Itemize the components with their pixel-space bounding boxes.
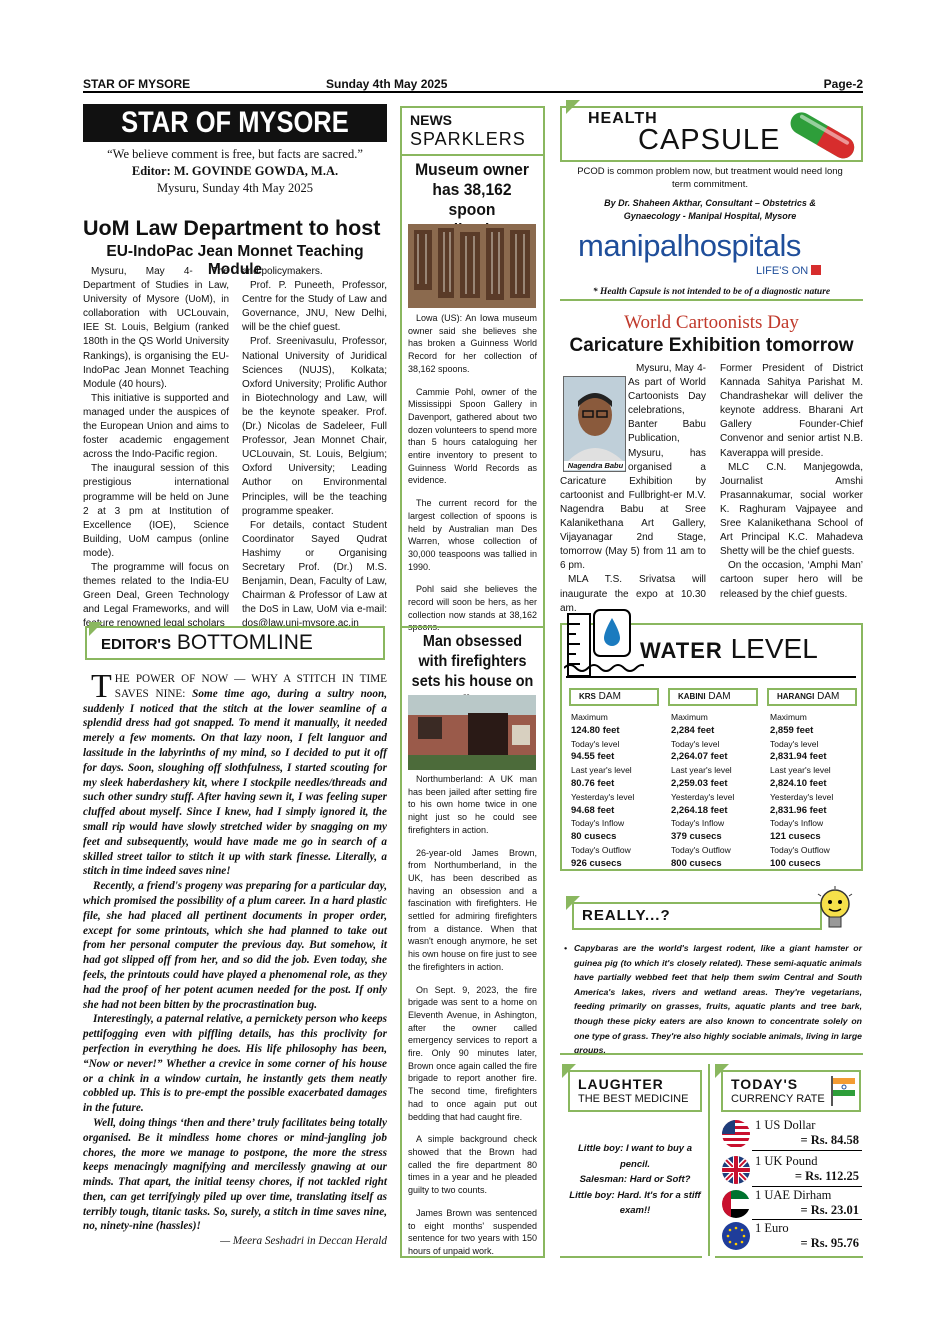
water-wave-line <box>566 676 856 678</box>
header-page-number: Page-2 <box>823 77 863 91</box>
news-para: On Sept. 9, 2023, the fire brigade was sent to a home on Eleventh Avenue, in Ashington, after the owner called emergency services to report a fire. Only 90 minutes later, Brown once again called the fire brigade to report another fire. The second time, firefighters had to once again put out bedding that had caught fire. <box>408 984 537 1122</box>
uom-para: Prof. Sreenivasulu, Professor, National University of Juridical Sciences (NUJS), Kolkata; Oxford University; Prolific Author in Biotechnology and Law, will be the keynote speaker. Prof. (Dr.) Nicolas de Sadeleer, Full Professor, Jean Monnet Chair, UCLouvain, St. Louis, Belgium; Oxford University; Leading Author on Environmental Principles, will be the teaching programme speaker. <box>242 336 387 517</box>
spoon-racks-image <box>408 224 536 308</box>
really-divider <box>560 1053 863 1055</box>
currency-rate-label: CURRENCY RATE <box>731 1093 825 1105</box>
bullet-icon: • <box>564 943 568 953</box>
uae-flag-icon <box>722 1190 750 1218</box>
water-label: WATER <box>640 638 723 663</box>
currency-gbp <box>755 1154 859 1184</box>
uom-para: and policymakers. <box>242 266 323 277</box>
firefighter-story <box>408 773 537 1268</box>
currency-value: = Rs. 84.58 <box>800 1133 859 1147</box>
uom-para: This initiative is supported and managed under the auspices of the European Union and aims to foster academic engagement across the Indo-Pacific region. <box>83 392 229 461</box>
krs-dam-data: Maximum 124.80 feet Today's level 94.55 feet Last year's level 80.76 feet Yesterday's level 94.68 feet Today's Inflow 80 cusecs Today's Outflow 926 cusecs <box>571 712 635 869</box>
sparklers-label: SPARKLERS <box>410 129 526 149</box>
capsule-pill-icon <box>780 108 864 160</box>
museum-story <box>408 312 537 644</box>
editors-bottomline-title <box>85 626 385 660</box>
news-para: James Brown was sentenced to eight months' suspended sentence for two years with 150 hours of unpaid work. <box>408 1207 537 1256</box>
news-para: Pohl said she believes the record will soon be hers, as her collection now stands at 38,162 spoons. <box>408 584 537 633</box>
uom-headline: UoM Law Department to host <box>83 216 381 240</box>
kabini-dam-label: KABINI DAM <box>668 688 758 706</box>
news-sparklers-label <box>400 106 545 156</box>
news-para: A simple background check showed that the Brown had called the fire department 80 times in a year and he pleaded guilty to two counts. <box>408 1134 537 1196</box>
header-paper-name: STAR OF MYSORE <box>83 77 191 91</box>
news-bottom-rule <box>400 1256 545 1258</box>
cartoon-para: MLC C.N. Manjegowda, Journalist Amshi Prasannakumar, social worker K. Raghuram Vajpayee and Sree Kalanikethana School of Art Principal K.C. Mahadeva Shetty will be the chief guests. <box>720 461 863 558</box>
currency-value: = Rs. 112.25 <box>794 1169 859 1183</box>
house-image <box>408 695 536 770</box>
uom-para: The inaugural session of this prestigious international programme will be held on June 2 at 3 pm at Institution of Excellence (IOE), Science Building, UoM campus (online mode). <box>83 463 229 559</box>
water-level-title <box>640 633 818 667</box>
uom-para: Prof. P. Puneeth, Professor, Centre for the Study of Law and Governance, JNU, New Delhi, will be the chief guest. <box>242 280 387 334</box>
cartoon-column-2 <box>720 362 863 602</box>
currency-unit: 1 UK Pound <box>755 1154 818 1168</box>
capsule-label: CAPSULE <box>638 124 781 156</box>
really-text: • Capybaras are the world's largest rodent, like a giant hamster or guinea pig (to which it's closely related). These semi-aquatic animals have partially webbed feet that help them swim Central and South America's lakes, rivers and wetland areas. They're vegetarians, feeding primarily on grasses, fruits, aquatic plants and tree bark, though these picky eaters are also known to concentrate solely on one type of grass. They're also highly sociable animals, living in large groups. <box>564 943 862 1056</box>
cartoon-kicker: World Cartoonists Day <box>624 312 799 333</box>
news-para: Cammie Pohl, owner of the Mississippi Spoon Gallery in Davenport, gathered about two dozen volunteers to spend more than 5 hours cataloguing her entire inventory to present to Guinness World Records as evidence. <box>408 386 537 486</box>
currency-unit: 1 US Dollar <box>755 1118 816 1132</box>
todays-label: TODAY'S <box>731 1076 799 1092</box>
editor-corner-tab <box>89 622 103 636</box>
bottomline-label: BOTTOMLINE <box>176 631 313 654</box>
spoon-collection-photo <box>408 224 536 308</box>
manipal-logo: manipalhospitals <box>578 228 801 263</box>
editor-para: Recently, a friend's progeny was preparing for a particular day, which promised the possibility of a plum career. In a hard plastic file, she had placed all pertinent documents in proper order, except for some printouts, which she had planned to take out from her personal computer the previous day. But somehow, it had got slipped off from her, and so did the job. Even today, she feels, the printouts could have played a phenomenal role, as they had the proof of her potent acumen needed for the post. If only she had not been bitten by the procrastination bug. <box>83 880 387 1011</box>
currency-unit: 1 Euro <box>755 1221 789 1235</box>
water-gauge-icon <box>564 608 644 680</box>
cartoon-para: MLA T.S. Srivatsa will inaugurate the expo at 10.30 am. <box>560 574 706 614</box>
currency-divider <box>752 1186 862 1187</box>
dropcap: T <box>91 668 112 705</box>
photo-caption: Nagendra Babu <box>564 461 626 470</box>
manipal-cross-icon <box>811 265 821 275</box>
editor-byline: — Meera Seshadri in Deccan Herald <box>220 1235 387 1248</box>
uom-para: For details, contact Student Coordinator Sayed Qudrat Hashimy or Organising Secretary Prof. (Dr.) M.S. Benjamin, Dean, Faculty of Law, Chairman & Professor of Law at the DoS in Law, UoM via e-mail: dos@law.uni-mysore.ac.in <box>242 519 387 630</box>
laughter-title <box>568 1070 702 1112</box>
laughter-bottom-rule <box>560 1256 702 1258</box>
health-text: PCOD is common problem now, but treatment would need long term commitment. <box>577 166 843 190</box>
health-byline: By Dr. Shaheen Akthar, Consultant – Obstetrics & Gynaecology - Manipal Hospital, Mysore <box>604 198 816 221</box>
currency-eur <box>755 1221 859 1251</box>
editors-label: EDITOR'S <box>101 636 171 653</box>
currency-bottom-rule <box>715 1256 863 1258</box>
uom-subhead: EU-IndoPac Jean Monnet Teaching Module <box>106 243 364 278</box>
editor-para: Interestingly, a paternal relative, a pernickety person who keeps pettifogging even with piffling details, has this proclivity for perfection in everything he does. His life philosophy has been, “Now or never!” Whether a crevice in some corner of his house or a chink in a window curtain, he instantly gets them neatly cobbled up. This is to pre-empt the possible exacerbated damages in the future. <box>83 1013 387 1115</box>
really-corner-tab <box>566 896 580 910</box>
currency-value: = Rs. 95.76 <box>800 1236 859 1250</box>
cartoon-headline: Caricature Exhibition tomorrow <box>569 335 854 356</box>
uom-para: The programme will focus on themes related to the India-EU Green Deal, Green Technology and Legal Frameworks, and will feature renowned legal scholars <box>83 561 229 630</box>
kabini-dam-data: Maximum 2,284 feet Today's level 2,264.07 feet Last year's level 2,259.03 feet Yesterday's level 2,264.18 feet Today's Inflow 379 cusecs Today's Outflow 800 cusecs <box>671 712 735 869</box>
editors-bottomline-body <box>83 668 387 1249</box>
news-para: Lowa (US): An Iowa museum owner said she believes she has broken a Guinness World Record for her collection of 38,162 spoons. <box>408 313 537 374</box>
lightbulb-icon <box>814 886 856 936</box>
news-divider <box>400 626 545 628</box>
currency-divider <box>752 1219 862 1220</box>
cartoon-para: Former President of District Kannada Sahitya Parishat M. Chandrashekar will deliver the keynote address. Bharani Art Gallery Founder-Chief Convenor and senior artist N.B. Kaverappa will preside. <box>720 363 863 459</box>
india-flag-icon <box>830 1076 856 1106</box>
currency-aed <box>755 1188 859 1218</box>
editor-para: Some time ago, during a sultry noon, suddenly I noticed that the stitch at the lower seamline of a splendid dress had got snapped. To mend it manually, it needed merely a few moments. On that lazy noon, I felt languor and lassitude in the labyrinths of my mind, so I decided to put it off for days. Soon, sloughing off slothfulness, I started scouting for my sleek haberdashery kit, where I stockpile needles/threads and such other sundry stuff. After having sewn it, I was feeling super cluffed about myself. Since I knew, had I simply ignored it, the small rip would have slowly stretched wider by snagging on my feet and subsequently, would have made me go in search of a skilled street tailor to stitch it up with stark finesse. Literally, a stitch in time indeed saves nine! <box>83 687 387 878</box>
currency-value: = Rs. 23.01 <box>800 1203 859 1217</box>
masthead-motto: “We believe comment is free, but facts are sacred.” <box>107 147 363 161</box>
harangi-dam-data: Maximum 2,859 feet Today's level 2,831.94 feet Last year's level 2,824.10 feet Yesterday's level 2,831.96 feet Today's Inflow 121 cusecs Today's Outflow 100 cusecs <box>770 712 834 869</box>
laughter-right-rule <box>708 1064 710 1256</box>
firefighter-headline: Man obsessed with firefighters sets his house on <box>411 633 534 690</box>
currency-unit: 1 UAE Dirham <box>755 1188 832 1202</box>
laughter-label: LAUGHTER <box>578 1076 664 1092</box>
best-medicine-label: THE BEST MEDICINE <box>578 1093 689 1105</box>
currency-corner-tab <box>715 1064 729 1078</box>
health-disclaimer: * Health Capsule is not intended to be of a diagnostic nature <box>560 287 863 301</box>
currency-usd <box>755 1118 859 1148</box>
uom-column-1 <box>83 265 229 631</box>
masthead-motto-block <box>83 146 387 197</box>
news-para: 26-year-old James Brown, from Northumberland, in the UK, has been described as having an obsession and a fascination with firefighters. He settled for admiring firefighters from a distance. When that wasn't enough anymore, he set his own house on fire just to see the firefighters in action. <box>408 847 537 972</box>
masthead-dateline: Mysuru, Sunday 4th May 2025 <box>157 181 313 195</box>
page-header <box>83 77 863 93</box>
header-date: Sunday 4th May 2025 <box>326 77 448 91</box>
laughter-joke: Little boy: I want to buy a pencil. Salesman: Hard or Soft? Little boy: Hard. It's for a stiff exam!! <box>569 1143 701 1216</box>
cartoon-para: Mysuru, May 4- As part of World Cartoonists Day celebrations, Banter Babu Publication, Mysuru, has organised a Caricature Exhibition by cartoonist and Fullbright-er M.V. Nagendra Babu at Sree Kalanikethana Art Gallery, Vijayanagar 2nd Stage, tomorrow (May 5) from 11 am to 6 pm. <box>560 363 706 572</box>
health-corner-tab <box>566 100 580 114</box>
burnt-house-photo <box>408 695 536 770</box>
krs-dam-label: KRS DAM <box>569 688 659 706</box>
health-label: HEALTH <box>588 110 658 127</box>
cartoon-para: On the occasion, ‘Amphi Man’ cartoon super hero will be released by the chief guests. <box>720 560 863 600</box>
uom-column-2 <box>242 265 387 631</box>
uom-para: Mysuru, May 4- The Department of Studies in Law, University of Mysore (UoM), in collaboration with UCLouvain, IEE St. Louis, Belgium (ranked 180th in the QS World University Rankings), is organising the EU-IndoPac Jean Monnet Teaching Module (40 hours). <box>83 266 229 390</box>
masthead-editor: Editor: M. GOVINDE GOWDA, M.A. <box>131 164 339 178</box>
news-label: NEWS <box>410 112 452 128</box>
cartoon-column-1 <box>560 362 706 616</box>
laughter-corner-tab <box>562 1064 576 1078</box>
masthead-title: STAR OF MYSORE <box>83 104 387 142</box>
editor-para: Well, doing things ‘then and there’ truly facilitates being totally organised. Be it mindless home chores or mind-jangling job chores, the more we manage to postpone, the more the stress keeps menacingly magnifying and mercilessly gnawing at our minds. That apart, the initial teensy chores, if not tackled right then, can get terrifyingly piled up over time, translating itself as terribly tough, titanic tasks. So, surely, a stitch in time saves nine, no, ninety-nine (hassles)! <box>83 1116 387 1233</box>
news-para: Northumberland: A UK man has been jailed after setting fire to his own home twice in one night just so he could see firefighters in action. <box>408 774 537 835</box>
really-title: REALLY...? <box>572 902 822 930</box>
level-label: LEVEL <box>730 633 818 664</box>
uk-flag-icon <box>722 1156 750 1184</box>
harangi-dam-label: HARANGI DAM <box>767 688 857 706</box>
currency-divider <box>752 1150 862 1151</box>
us-flag-icon <box>722 1120 750 1148</box>
eu-flag-icon <box>722 1222 750 1250</box>
museum-headline: Museum owner has 38,162 spoon <box>415 160 529 219</box>
editor-lead: HE POWER OF NOW — WHY A STITCH IN TIME SAVES NINE: <box>114 673 387 700</box>
news-para: The current record for the largest collection of spoons is held by Australian man Des Warren, whose collection of 30,000 teaspoons was tallied in 1990. <box>408 498 537 572</box>
manipal-tagline: LIFE'S ON <box>756 265 821 277</box>
